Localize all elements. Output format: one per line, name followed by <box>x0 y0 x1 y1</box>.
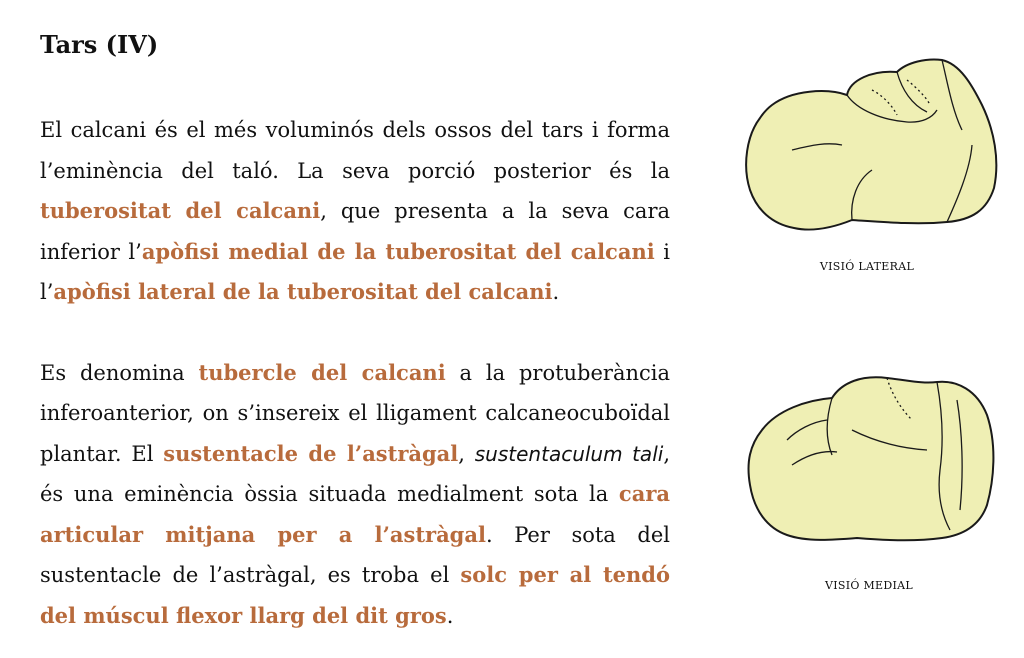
text-run: El calcani és el més voluminós dels ossos del tars i forma l’eminència del taló. La seva porció posterior és la <box>40 118 670 183</box>
text-run: i l’ <box>40 239 670 304</box>
figure-medial-view <box>727 370 1007 592</box>
text-run: , <box>458 441 475 466</box>
text-run: . <box>552 280 560 304</box>
text-run: . <box>446 603 454 628</box>
text-run: , és una eminència òssia situada medialment sota la <box>40 441 670 506</box>
figure-medial-caption: VISIÓ MEDIAL <box>825 579 913 592</box>
page-title: Tars (IV) <box>40 30 159 59</box>
paragraph-2 <box>40 353 670 637</box>
figure-lateral-view <box>727 50 1007 273</box>
calcaneus-lateral-illustration <box>732 50 1002 240</box>
anatomy-term: sustentacle de l’astràgal <box>163 440 459 466</box>
anatomy-term: apòfisi medial de la tuberositat del calcani <box>141 238 655 264</box>
text-run: a la protuberància inferoanterior, on s’insereix el lligament calcaneocuboïdal plantar. El <box>40 360 670 466</box>
calcaneus-medial-illustration <box>732 370 1002 545</box>
anatomy-term: apòfisi lateral de la tuberositat del calcani <box>53 279 553 304</box>
figure-lateral-caption: VISIÓ LATERAL <box>819 260 915 273</box>
text-run: . Per sota del sustentacle de l’astràgal, es troba el <box>40 522 670 587</box>
anatomy-term: cara articular mitjana per a l’astràgal <box>40 481 670 547</box>
anatomy-term: tubercle del calcani <box>198 359 446 385</box>
paragraph-1 <box>40 110 670 313</box>
body-text <box>40 110 670 636</box>
text-run: , que presenta a la seva cara inferior l’ <box>40 199 671 264</box>
text-run: Es denomina <box>40 360 199 385</box>
latin-term: sustentaculum tali <box>474 441 664 466</box>
anatomy-term: tuberositat del calcani <box>40 198 321 223</box>
anatomy-term: solc per al tendó del múscul flexor llarg del dit gros <box>40 562 670 628</box>
